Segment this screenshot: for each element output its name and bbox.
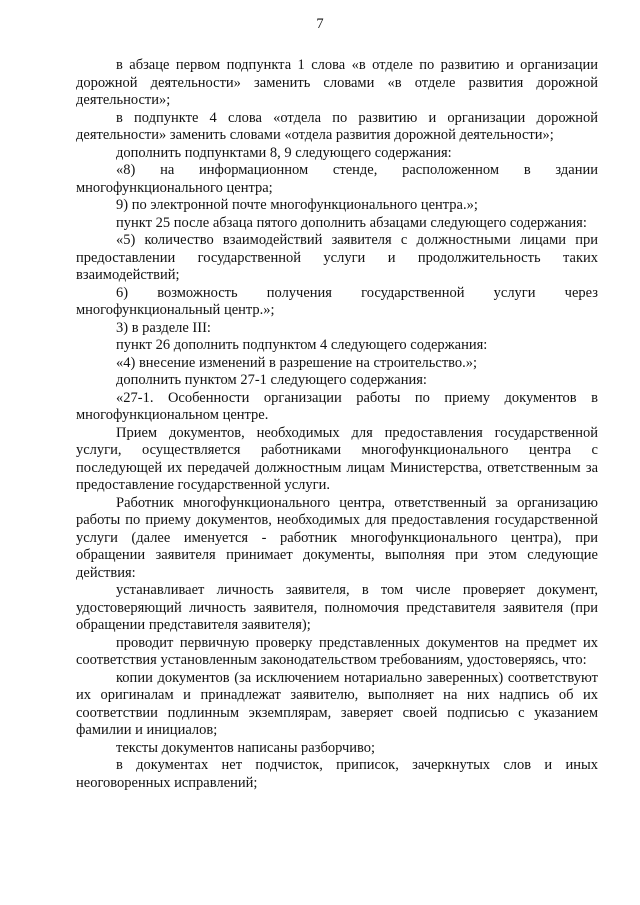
section-heading: 3) в разделе III: — [116, 319, 211, 336]
paragraph: устанавливает личность заявителя, в том числе проверяет документ, удостоверяющий личность заявителя, полномочия представителя заявителя (при обращении представителя заявителя); — [76, 582, 598, 633]
paragraph: пункт 25 после абзаца пятого дополнить абзацами следующего содержания: — [116, 214, 587, 231]
paragraph: дополнить пунктом 27-1 следующего содержания: — [116, 372, 427, 388]
paragraph: копии документов (за исключением нотариально заверенных) соответствуют их оригиналам и принадлежат заявителю, выполняет на них надпись об их соответствии подлинным экземплярам, заверяет своей подписью с указанием фамилии и инициалов; — [76, 669, 598, 738]
paragraph: дополнить подпунктами 8, 9 следующего содержания: — [116, 144, 452, 161]
paragraph: Прием документов, необходимых для предоставления государственной услуги, осуществляется работниками многофункционального центра с последующей их передачей должностным лицам Министерства, ответственным за предоставление государственной услуги. — [76, 424, 598, 493]
paragraph: «4) внесение изменений в разрешение на строительство.»; — [116, 354, 478, 371]
paragraph: тексты документов написаны разборчиво; — [116, 739, 376, 756]
paragraph: пункт 26 дополнить подпунктом 4 следующего содержания: — [116, 337, 488, 353]
paragraph: Работник многофункционального центра, ответственный за организацию работы по приему документов, необходимых для предоставления государственной услуги (далее именуется - работник многофункционального центра), при обращении заявителя принимает документы, выполняя при этом следующие действия: — [76, 494, 598, 581]
document-body — [76, 57, 598, 792]
paragraph: проводит первичную проверку представленных документов на предмет их соответствия установленным законодательством требованиям, удостоверяясь, что: — [76, 634, 598, 668]
paragraph: в подпункте 4 слова «отдела по развитию и организации дорожной деятельности» заменить словами «отдела развития дорожной деятельности»; — [76, 109, 598, 143]
paragraph: «5) количество взаимодействий заявителя с должностными лицами при предоставлении государственной услуги и продолжительность таких взаимодействий; — [76, 232, 598, 283]
paragraph: «8) на информационном стенде, расположенном в здании многофункционального центра; — [76, 162, 598, 196]
paragraph: 9) по электронной почте многофункционального центра.»; — [116, 197, 478, 213]
page-number: 7 — [316, 16, 324, 32]
paragraph: в абзаце первом подпункта 1 слова «в отделе по развитию и организации дорожной деятельности» заменить словами «в отделе развития дорожной деятельности»; — [76, 57, 598, 108]
paragraph: в документах нет подчисток, приписок, зачеркнутых слов и иных неоговоренных исправлений; — [76, 757, 598, 791]
paragraph: «27-1. Особенности организации работы по приему документов в многофункциональном центре. — [76, 389, 598, 423]
paragraph: 6) возможность получения государственной услуги через многофункциональный центр.»; — [76, 284, 598, 318]
